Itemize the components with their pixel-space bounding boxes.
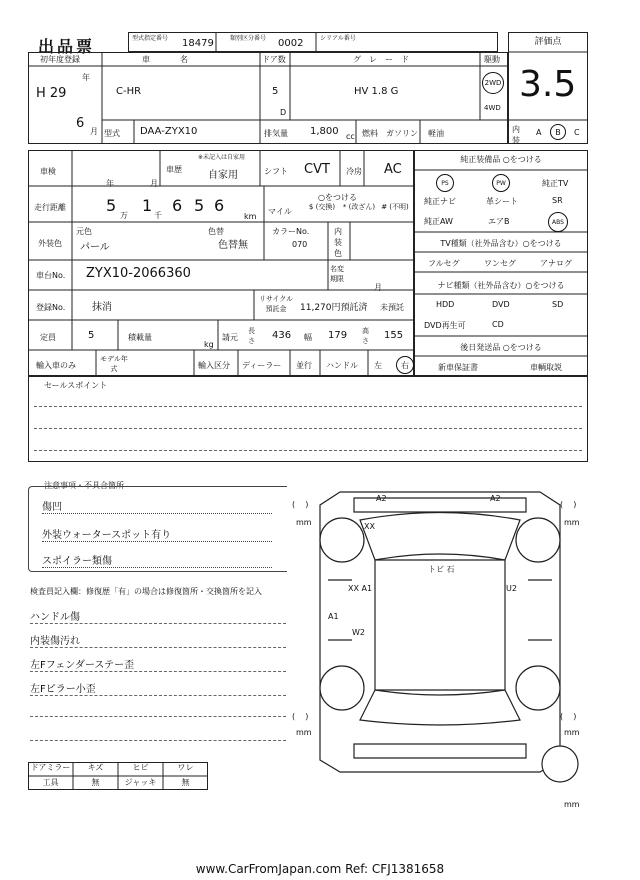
inspector-item: 左Fピラー小歪	[30, 680, 286, 696]
mile-label: マイル	[268, 207, 292, 216]
first-reg-year: H 29	[36, 86, 67, 101]
equip-leather: 革シート	[486, 197, 518, 206]
handle-left: 左	[374, 361, 382, 370]
grade: HV 1.8 G	[354, 86, 399, 97]
tv-oneseg: ワンセグ	[484, 259, 516, 268]
recycle-label: リサイクル預託金	[258, 295, 294, 313]
km-unit: km	[244, 212, 257, 221]
score-label: 評価点	[534, 37, 562, 47]
length: 436	[272, 330, 292, 341]
equip-navi: 純正ナビ	[424, 197, 456, 206]
tire-mm-rl: mm	[296, 728, 312, 737]
later-title: 後日発送品 ○をつける	[460, 343, 542, 352]
inspector-item: 左Fフェンダーステー歪	[30, 656, 286, 672]
color: パール	[80, 242, 110, 253]
model-label: 型式	[104, 129, 120, 138]
load-label: 積載量	[128, 333, 152, 342]
class-no: 0002	[278, 38, 304, 49]
grade-label: グレード	[353, 55, 417, 64]
mileage-label: 走行距離	[34, 203, 66, 212]
import-label: 輸入車のみ	[36, 361, 76, 370]
equip-tv: 純正TV	[542, 179, 569, 188]
legend-value: ジャッキ	[124, 778, 157, 787]
length-label: 長さ	[248, 327, 255, 345]
sales-label: セールスポイント	[44, 381, 108, 390]
tamper-label: * (改ざん)	[342, 203, 376, 211]
swap-label: $ (交換)	[308, 203, 336, 211]
usage-label: 車歴	[166, 165, 182, 174]
mileage-digit-2: 1	[142, 196, 153, 215]
type-cert-no: 18479	[182, 38, 214, 49]
shift: CVT	[304, 162, 330, 177]
fuel-label: 燃料	[362, 129, 378, 138]
chassis-label: 車台No.	[36, 271, 66, 280]
navi-hdd: HDD	[436, 300, 455, 309]
inspector-item: ハンドル傷	[30, 608, 286, 624]
parallel: 並行	[296, 361, 312, 370]
width: 179	[328, 330, 348, 341]
inspection-label: 車検	[40, 167, 56, 176]
damage-mark: XX	[364, 522, 375, 531]
legend-value: 工具	[42, 778, 59, 787]
first-reg-label: 初年度登録	[40, 55, 80, 64]
form-title: 出品票	[38, 37, 96, 56]
mileage-digit-4: 5	[194, 196, 205, 215]
handle-label: ハンドル	[326, 361, 358, 370]
doors: 5	[272, 86, 279, 97]
type-cert-label: 型式指定番号	[132, 35, 169, 42]
class-label: 類別区分番号	[230, 35, 267, 42]
tire-bracket-fr: ( )	[560, 500, 577, 509]
navi-cd: CD	[492, 320, 504, 329]
chassis: ZYX10-2066360	[86, 266, 191, 281]
later-manual: 車輌取説	[530, 363, 562, 372]
equip-pw: PW	[492, 174, 510, 192]
legend-value: 無	[181, 778, 190, 787]
kg-unit: kg	[204, 340, 214, 349]
note-item: スポイラー類傷	[42, 552, 272, 568]
reg: 抹消	[92, 302, 112, 313]
equip-ps: PS	[436, 174, 454, 192]
width-label: 幅	[304, 333, 312, 342]
tire-bracket-fl: ( )	[292, 500, 309, 509]
tv-title: TV種類（社外品含む）○をつける	[440, 239, 562, 248]
serial-label: シリアル番号	[320, 35, 356, 42]
year-suffix: 年	[82, 73, 90, 82]
tire-bracket-rl: ( )	[292, 712, 309, 721]
legend-header: ヒビ	[132, 763, 149, 772]
legend-header: ドアミラー	[30, 763, 71, 772]
displacement: 1,800	[310, 126, 339, 137]
equip-aw: 純正AW	[424, 217, 453, 226]
month-suffix: 月	[90, 127, 98, 136]
navi-dvd: DVD	[492, 300, 510, 309]
damage-mark: A1	[328, 612, 339, 621]
ac-label: 冷房	[346, 167, 362, 176]
equip-sr: SR	[552, 196, 563, 205]
damage-mark: U2	[506, 584, 517, 593]
fuel-value: ガソリン	[386, 129, 418, 138]
interior-b: B	[550, 124, 566, 140]
usage: 自家用	[208, 170, 238, 181]
mileage-digit-5: 6	[214, 196, 225, 215]
navi-sd: SD	[552, 300, 564, 309]
interior-c: C	[574, 128, 580, 137]
damage-mark: A2	[490, 494, 501, 503]
ac: AC	[384, 162, 402, 177]
usage-note: ※未記入は自家用	[198, 154, 246, 161]
damage-mark: トビ 石	[428, 565, 455, 574]
footer-ref: www.CarFromJapan.com Ref: CFJ1381658	[195, 862, 445, 876]
name-label: 車名	[142, 55, 218, 64]
capacity-label: 定員	[40, 333, 56, 342]
drive-4wd: 4WD	[484, 104, 501, 112]
tv-analog: アナログ	[540, 259, 572, 268]
weight-label: 請元	[222, 333, 238, 342]
sen-unit: 千	[154, 211, 162, 220]
mileage-digit-1: 5	[106, 196, 117, 215]
legend-header: キズ	[87, 763, 104, 772]
tire-mm-rr: mm	[564, 728, 580, 737]
tire-mm-fr: mm	[564, 518, 580, 527]
handle-right: 右	[396, 356, 414, 374]
capacity: 5	[88, 330, 95, 341]
cc-unit: cc	[346, 132, 355, 141]
orig-color-label: 元色	[76, 227, 92, 236]
name-change-month: 月	[374, 283, 382, 292]
mileage-mark-label: ○をつける	[318, 193, 357, 202]
color-change: 色替無	[218, 240, 248, 251]
man-unit: 万	[120, 211, 128, 220]
later-warranty: 新車保証書	[438, 363, 478, 372]
recycle: 11,270円預託済	[300, 303, 368, 313]
model-year-label: モデル年式	[100, 355, 128, 373]
navi-dvd-play: DVD再生可	[424, 321, 466, 330]
tire-mm-spare: mm	[564, 800, 580, 809]
height-label: 高さ	[362, 327, 369, 345]
damage-mark: XX A1	[348, 584, 373, 593]
tire-mm-fl: mm	[296, 518, 312, 527]
shift-label: シフト	[264, 167, 288, 176]
drive-label: 駆動	[484, 55, 500, 64]
inspection-year: 年	[106, 179, 114, 188]
light-oil-label: 軽油	[428, 129, 444, 138]
displacement-label: 排気量	[264, 129, 288, 138]
equipment-title: 純正装備品 ○をつける	[460, 155, 542, 164]
color-grade-label: 色替	[208, 227, 224, 236]
equip-abs: ABS	[548, 212, 568, 232]
name-change-label: 名変期限	[330, 265, 344, 283]
model: DAA-ZYX10	[140, 126, 198, 137]
legend-header: ワレ	[177, 763, 194, 772]
height: 155	[384, 330, 404, 341]
interior-label: 内装	[512, 125, 520, 145]
colorno-label: カラーNo.	[272, 227, 310, 236]
tv-fullseg: フルセグ	[428, 259, 460, 268]
inspector-label: 検査員記入欄：修復歴「有」の場合は修復箇所・交換箇所を記入	[30, 587, 262, 596]
door-type: D	[280, 108, 287, 117]
damage-mark: W2	[352, 628, 365, 637]
score-value: 3.5	[519, 64, 577, 105]
inspector-item: 内装傷汚れ	[30, 632, 286, 648]
equip-airbag: エアB	[488, 217, 510, 226]
doors-label: ドア数	[262, 55, 286, 64]
interior-color-label: 内装色	[334, 227, 342, 258]
note-item: 傷凹	[42, 498, 272, 514]
vehicle-name: C-HR	[116, 86, 142, 97]
damage-mark: A2	[376, 494, 387, 503]
interior-a: A	[536, 128, 542, 137]
recycle-status: 未預託	[380, 303, 404, 312]
navi-title: ナビ種類（社外品含む）○をつける	[437, 281, 565, 290]
unknown-label: # (不明)	[381, 203, 409, 211]
dealer: ディーラー	[242, 361, 282, 370]
note-item: 外装ウォータースポット有り	[42, 526, 272, 542]
color-no: 070	[292, 240, 308, 249]
legend-value: 無	[91, 778, 100, 787]
first-reg-month: 6	[76, 116, 85, 131]
color-label: 外装色	[38, 239, 62, 248]
notes-title: 注意事項・不具合箇所	[44, 481, 124, 490]
drive-2wd: 2WD	[482, 72, 504, 94]
inspection-month: 月	[150, 179, 158, 188]
import-type-label: 輸入区分	[198, 361, 230, 370]
mileage-digit-3: 6	[172, 196, 183, 215]
tire-bracket-rr: ( )	[560, 712, 577, 721]
reg-label: 登録No.	[36, 303, 66, 312]
